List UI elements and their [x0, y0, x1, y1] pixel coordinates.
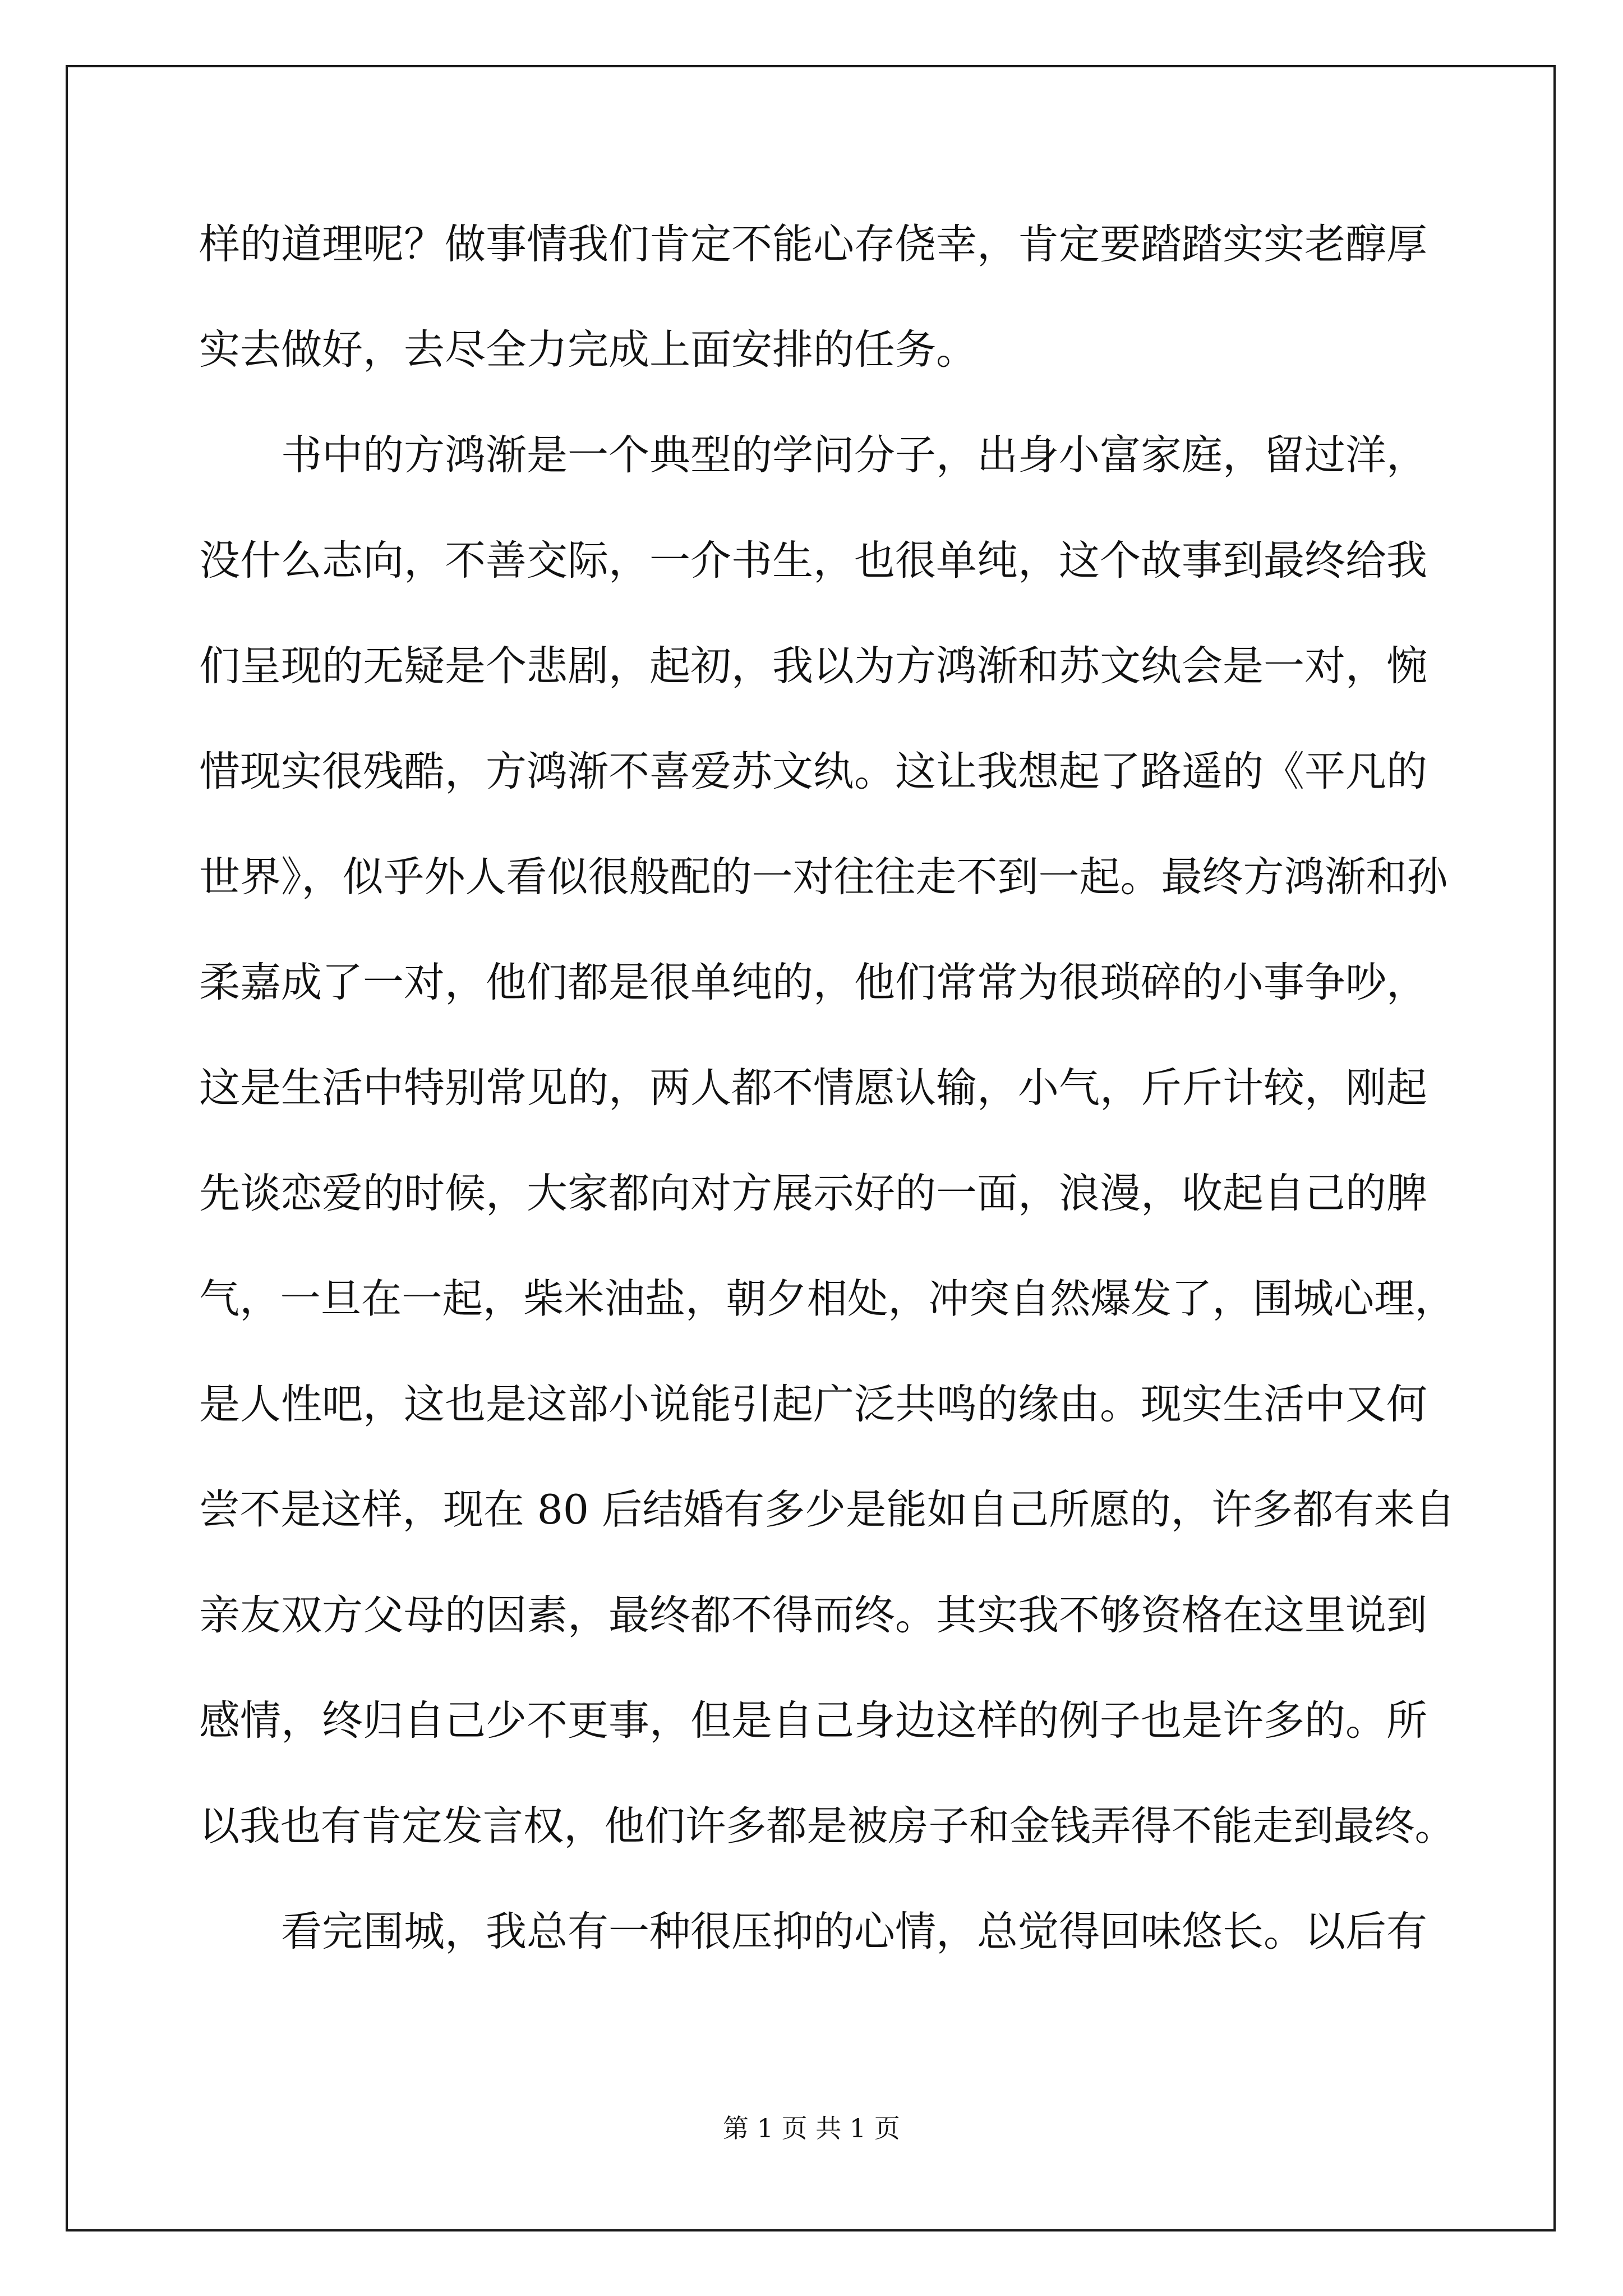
text-line: 是人性吧，这也是这部小说能引起广泛共鸣的缘由。现实生活中又何 — [199, 1381, 1427, 1428]
text-line: 实去做好，去尽全力完成上面安排的任务。 — [199, 326, 977, 374]
paragraph-start-line: 看完围城，我总有一种很压抑的心情，总觉得回味悠长。以后有 — [281, 1908, 1427, 1955]
text-line: 们呈现的无疑是个悲剧，起初，我以为方鸿渐和苏文纨会是一对，惋 — [199, 642, 1427, 690]
document-body — [199, 208, 1455, 2000]
page-footer: 第 1 页 共 1 页 — [723, 2113, 900, 2143]
text-line: 先谈恋爱的时候，大家都向对方展示好的一面，浪漫，收起自己的脾 — [199, 1170, 1427, 1217]
text-line: 没什么志向，不善交际，一介书生，也很单纯，这个故事到最终给我 — [199, 537, 1427, 585]
text-line: 柔嘉成了一对，他们都是很单纯的，他们常常为很琐碎的小事争吵， — [199, 959, 1427, 1006]
text-line: 这是生活中特别常见的，两人都不情愿认输，小气，斤斤计较，刚起 — [199, 1064, 1427, 1112]
paragraph-start-line: 书中的方鸿渐是一个典型的学问分子，出身小富家庭，留过洋， — [281, 431, 1427, 479]
text-line: 以我也有肯定发言权，他们许多都是被房子和金钱弄得不能走到最终。 — [199, 1803, 1455, 1850]
text-line: 尝不是这样，现在 80 后结婚有多少是能如自己所愿的，许多都有来自 — [199, 1487, 1455, 1534]
text-line: 样的道理呢？做事情我们肯定不能心存侥幸，肯定要踏踏实实老醇厚 — [199, 220, 1427, 268]
text-line: 气，一旦在一起，柴米油盐，朝夕相处，冲突自然爆发了，围城心理， — [199, 1276, 1455, 1323]
text-line: 惜现实很残酷，方鸿渐不喜爱苏文纨。这让我想起了路遥的《平凡的 — [199, 748, 1427, 795]
text-line: 世界》，似乎外人看似很般配的一对往往走不到一起。最终方鸿渐和孙 — [199, 853, 1448, 901]
text-line: 亲友双方父母的因素，最终都不得而终。其实我不够资格在这里说到 — [199, 1591, 1427, 1639]
text-line: 感情，终归自己少不更事，但是自己身边这样的例子也是许多的。所 — [199, 1697, 1427, 1745]
